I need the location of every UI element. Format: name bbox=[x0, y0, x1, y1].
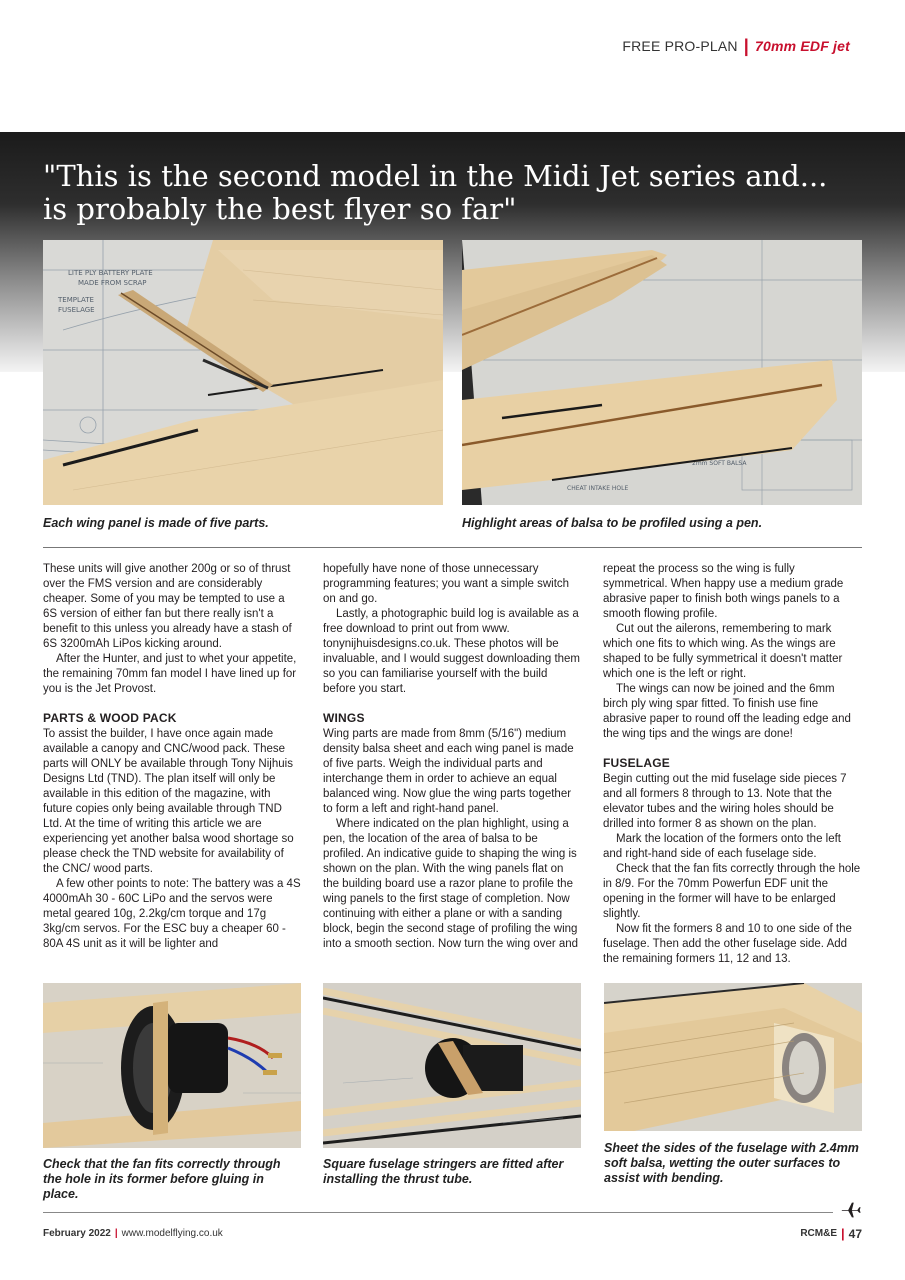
magazine-name: RCM&E bbox=[800, 1228, 837, 1239]
plan-label-1: LITE PLY BATTERY PLATE bbox=[68, 269, 153, 277]
paragraph: Begin cutting out the mid fuselage side pieces 7 and all formers 8 through to 13. Note that the elevator tubes and the wiring holes should be drilled into former 8 as shown on the plan. bbox=[603, 773, 847, 830]
paragraph: hopefully have none of those unnecessary programming features; you want a simple switch on and go. bbox=[323, 563, 570, 605]
plan-label-4: FUSELAGE bbox=[58, 306, 95, 314]
photo-wing-panel-parts bbox=[43, 240, 443, 505]
paragraph: repeat the process so the wing is fully symmetrical. When happy use a medium grade abrasive paper to finish both wings panels to a smooth flowing profile. bbox=[603, 563, 844, 620]
photo-fuselage-stringers bbox=[323, 983, 581, 1148]
website-url: www.modelflying.co.uk bbox=[121, 1228, 223, 1239]
body-column-3 bbox=[603, 562, 861, 967]
paragraph: After the Hunter, and just to whet your appetite, the remaining 70mm fan model I have lined up for you is the Jet Provost. bbox=[43, 653, 297, 695]
heading-parts-wood-pack: PARTS & WOOD PACK bbox=[43, 711, 177, 725]
paragraph: A few other points to note: The battery was a 4S 4000mAh 30 - 60C LiPo and the servos were metal geared 10g, 2.2kg/cm torque and 17g 3kg/cm servos. For the ESC buy a cheaper 60 - 80A 4S unit as it will be lighter and bbox=[43, 878, 301, 950]
section-header bbox=[622, 38, 850, 54]
caption-fan-check: Check that the fan fits correctly through the hole in its former before gluing in place. bbox=[43, 1157, 281, 1201]
footer-left bbox=[43, 1228, 223, 1239]
paragraph: Lastly, a photographic build log is available as a free download to print out from www. tonynijhuisdesigns.co.uk. These photos will be invaluable, and I would suggest downloading them so you can familiarise yourself with the build before you start. bbox=[323, 608, 581, 695]
caption-wing-panel-parts: Each wing panel is made of five parts. bbox=[43, 516, 269, 530]
page-number: 47 bbox=[848, 1226, 862, 1241]
issue-date: February 2022 bbox=[43, 1228, 111, 1239]
paragraph: These units will give another 200g or so of thrust over the FMS version and are considerably cheaper. Some of you may be tempted to use a 6S version of either fan but there really isn't a benefit to this unless you already have a stash of 6S 3200mAh LiPos kicking around. bbox=[43, 563, 292, 650]
section-topic: 70mm EDF jet bbox=[755, 38, 850, 54]
paragraph: The wings can now be joined and the 6mm birch ply wing spar fitted. To finish use fine abrasive paper to round off the leading edge and the wing tips and the wings are done! bbox=[603, 683, 851, 740]
pull-quote-line-1: "This is the second model in the Midi Jet series and... bbox=[43, 159, 828, 193]
footer-right bbox=[800, 1226, 862, 1241]
plan-label-3: TEMPLATE bbox=[58, 296, 94, 304]
plan-label-2: MADE FROM SCRAP bbox=[78, 279, 147, 287]
footer-divider: | bbox=[114, 1228, 118, 1239]
plan-label-8: CHEAT INTAKE HOLE bbox=[567, 485, 629, 492]
caption-highlight-balsa: Highlight areas of balsa to be profiled using a pen. bbox=[462, 516, 763, 530]
divider-rule bbox=[43, 547, 862, 548]
caption-sheet-fuselage: Sheet the sides of the fuselage with 2.4mm soft balsa, wetting the outer surfaces to assist with bending. bbox=[604, 1141, 859, 1185]
heading-fuselage: FUSELAGE bbox=[603, 756, 670, 770]
paragraph: Cut out the ailerons, remembering to mark which one fits to which wing. As the wings are shaped to be fully symmetrical it doesn't matter which one is the left or right. bbox=[603, 623, 843, 680]
heading-wings: WINGS bbox=[323, 711, 365, 725]
paragraph: Wing parts are made from 8mm (5/16") medium density balsa sheet and each wing panel is made of five parts. Weigh the individual parts and interchange them in order to achieve an equal balanced wing. Now glue the wing parts together to form a left and right-hand panel. bbox=[323, 728, 574, 815]
caption-stringers: Square fuselage stringers are fitted after installing the thrust tube. bbox=[323, 1157, 564, 1186]
paragraph: To assist the builder, I have once again made available a canopy and CNC/wood pack. These parts will ONLY be available through Tony Nijhuis Designs Ltd (TND). The plan itself will only be available in this edition of the magazine, with future copies only being available through TND Ltd. At the time of writing this article we are experiencing yet another balsa wood shortage so please check the TND website for availability of the CNC/ wood parts. bbox=[43, 728, 294, 875]
paragraph: Where indicated on the plan highlight, using a pen, the location of the area of balsa to be profiled. An indicative guide to shaping the wing is shown on the plan. With the wing panels flat on the building board use a razor plane to profile the wing panels to the first stage of completion. Now continuing with either a plane or with a sanding block, begin the second stage of profiling the wing into a smooth section. Now turn the wing over and bbox=[323, 818, 579, 950]
section-label: FREE PRO-PLAN bbox=[622, 38, 738, 54]
plan-label-7: 2mm SOFT BALSA bbox=[692, 460, 747, 467]
photo-highlighted-wing-panels bbox=[462, 240, 862, 505]
paragraph: Mark the location of the formers onto the left and right-hand side of each fuselage side. bbox=[603, 833, 842, 860]
pull-quote-line-2: is probably the best flyer so far" bbox=[43, 192, 517, 226]
header-divider: | bbox=[743, 36, 749, 56]
photo-sheeted-fuselage bbox=[604, 983, 862, 1131]
footer-divider: | bbox=[841, 1226, 845, 1241]
footer-rule bbox=[43, 1212, 833, 1213]
airplane-icon bbox=[840, 1199, 862, 1221]
body-column-1 bbox=[43, 562, 301, 952]
paragraph: Now fit the formers 8 and 10 to one side of the fuselage. Then add the other fuselage side. Add the remaining formers 11, 12 and 13. bbox=[603, 923, 852, 965]
photo-fan-in-former bbox=[43, 983, 301, 1148]
pull-quote bbox=[43, 160, 863, 226]
paragraph: Check that the fan fits correctly through the hole in 8/9. For the 70mm Powerfun EDF unit the opening in the former will have to be enlarged slightly. bbox=[603, 863, 861, 920]
body-column-2 bbox=[323, 562, 581, 952]
